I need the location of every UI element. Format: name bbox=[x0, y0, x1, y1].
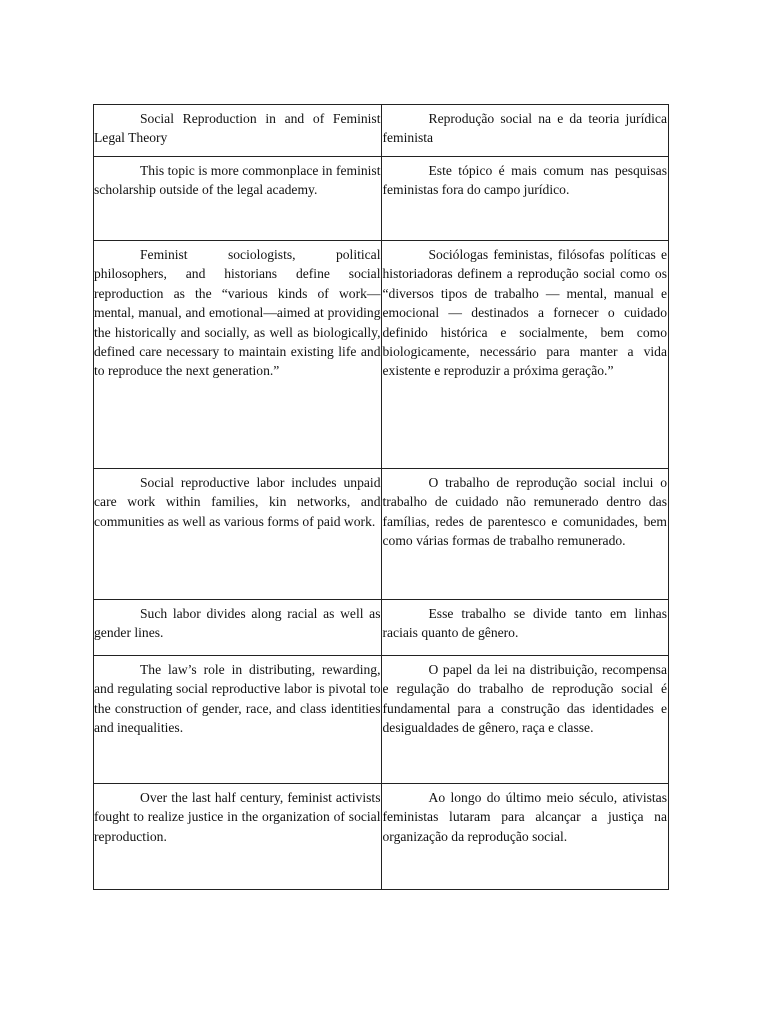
english-cell bbox=[94, 600, 382, 656]
portuguese-cell bbox=[381, 469, 669, 600]
portuguese-cell bbox=[381, 157, 669, 241]
table-row bbox=[94, 784, 669, 890]
bilingual-translation-table bbox=[93, 104, 669, 890]
english-text: Feminist sociologists, political philosophers, and historians define social reproduction as the “various kinds of work—mental, manual, and emotional—aimed at providing the historically and socially, as well as biologically, defined care necessary to maintain existing life and to reproduce the next generation.” bbox=[94, 247, 381, 379]
portuguese-text: Ao longo do último meio século, ativistas feministas lutaram para alcançar a justiça na organização da reprodução social. bbox=[382, 790, 667, 844]
portuguese-text: Este tópico é mais comum nas pesquisas feministas fora do campo jurídico. bbox=[382, 163, 667, 198]
portuguese-cell bbox=[381, 656, 669, 784]
english-text: Social Reproduction in and of Feminist Legal Theory bbox=[94, 111, 381, 146]
portuguese-cell bbox=[381, 784, 669, 890]
table-row bbox=[94, 241, 669, 469]
table-row bbox=[94, 600, 669, 656]
english-text: The law’s role in distributing, rewarding, and regulating social reproductive labor is pivotal to the construction of gender, race, and class identities and inequalities. bbox=[94, 662, 381, 736]
english-cell bbox=[94, 656, 382, 784]
portuguese-text: O trabalho de reprodução social inclui o trabalho de cuidado não remunerado dentro das famílias, redes de parentesco e comunidades, bem como várias formas de trabalho remunerado. bbox=[382, 475, 667, 549]
english-cell bbox=[94, 469, 382, 600]
table-row bbox=[94, 105, 669, 157]
english-cell bbox=[94, 105, 382, 157]
table-row bbox=[94, 656, 669, 784]
portuguese-text: Reprodução social na e da teoria jurídica feminista bbox=[382, 111, 667, 146]
english-cell bbox=[94, 241, 382, 469]
portuguese-text: Esse trabalho se divide tanto em linhas raciais quanto de gênero. bbox=[382, 606, 667, 641]
portuguese-text: O papel da lei na distribuição, recompensa e regulação do trabalho de reprodução social é fundamental para a construção das identidades e desigualdades de gênero, raça e classe. bbox=[382, 662, 667, 736]
english-cell bbox=[94, 157, 382, 241]
table-row bbox=[94, 469, 669, 600]
portuguese-cell bbox=[381, 105, 669, 157]
english-cell bbox=[94, 784, 382, 890]
english-text: Such labor divides along racial as well as gender lines. bbox=[94, 606, 381, 641]
portuguese-cell bbox=[381, 600, 669, 656]
english-text: Social reproductive labor includes unpaid care work within families, kin networks, and communities as well as various forms of paid work. bbox=[94, 475, 381, 529]
portuguese-cell bbox=[381, 241, 669, 469]
english-text: This topic is more commonplace in feminist scholarship outside of the legal academy. bbox=[94, 163, 381, 198]
table-row bbox=[94, 157, 669, 241]
english-text: Over the last half century, feminist activists fought to realize justice in the organization of social reproduction. bbox=[94, 790, 381, 844]
portuguese-text: Sociólogas feministas, filósofas políticas e historiadoras definem a reprodução social como os “diversos tipos de trabalho — mental, manual e emocional — destinados a fornecer o cuidado definido histórica e socialmente, bem como biologicamente, necessário para manter a vida existente e reproduzir a próxima geração.” bbox=[382, 247, 667, 379]
